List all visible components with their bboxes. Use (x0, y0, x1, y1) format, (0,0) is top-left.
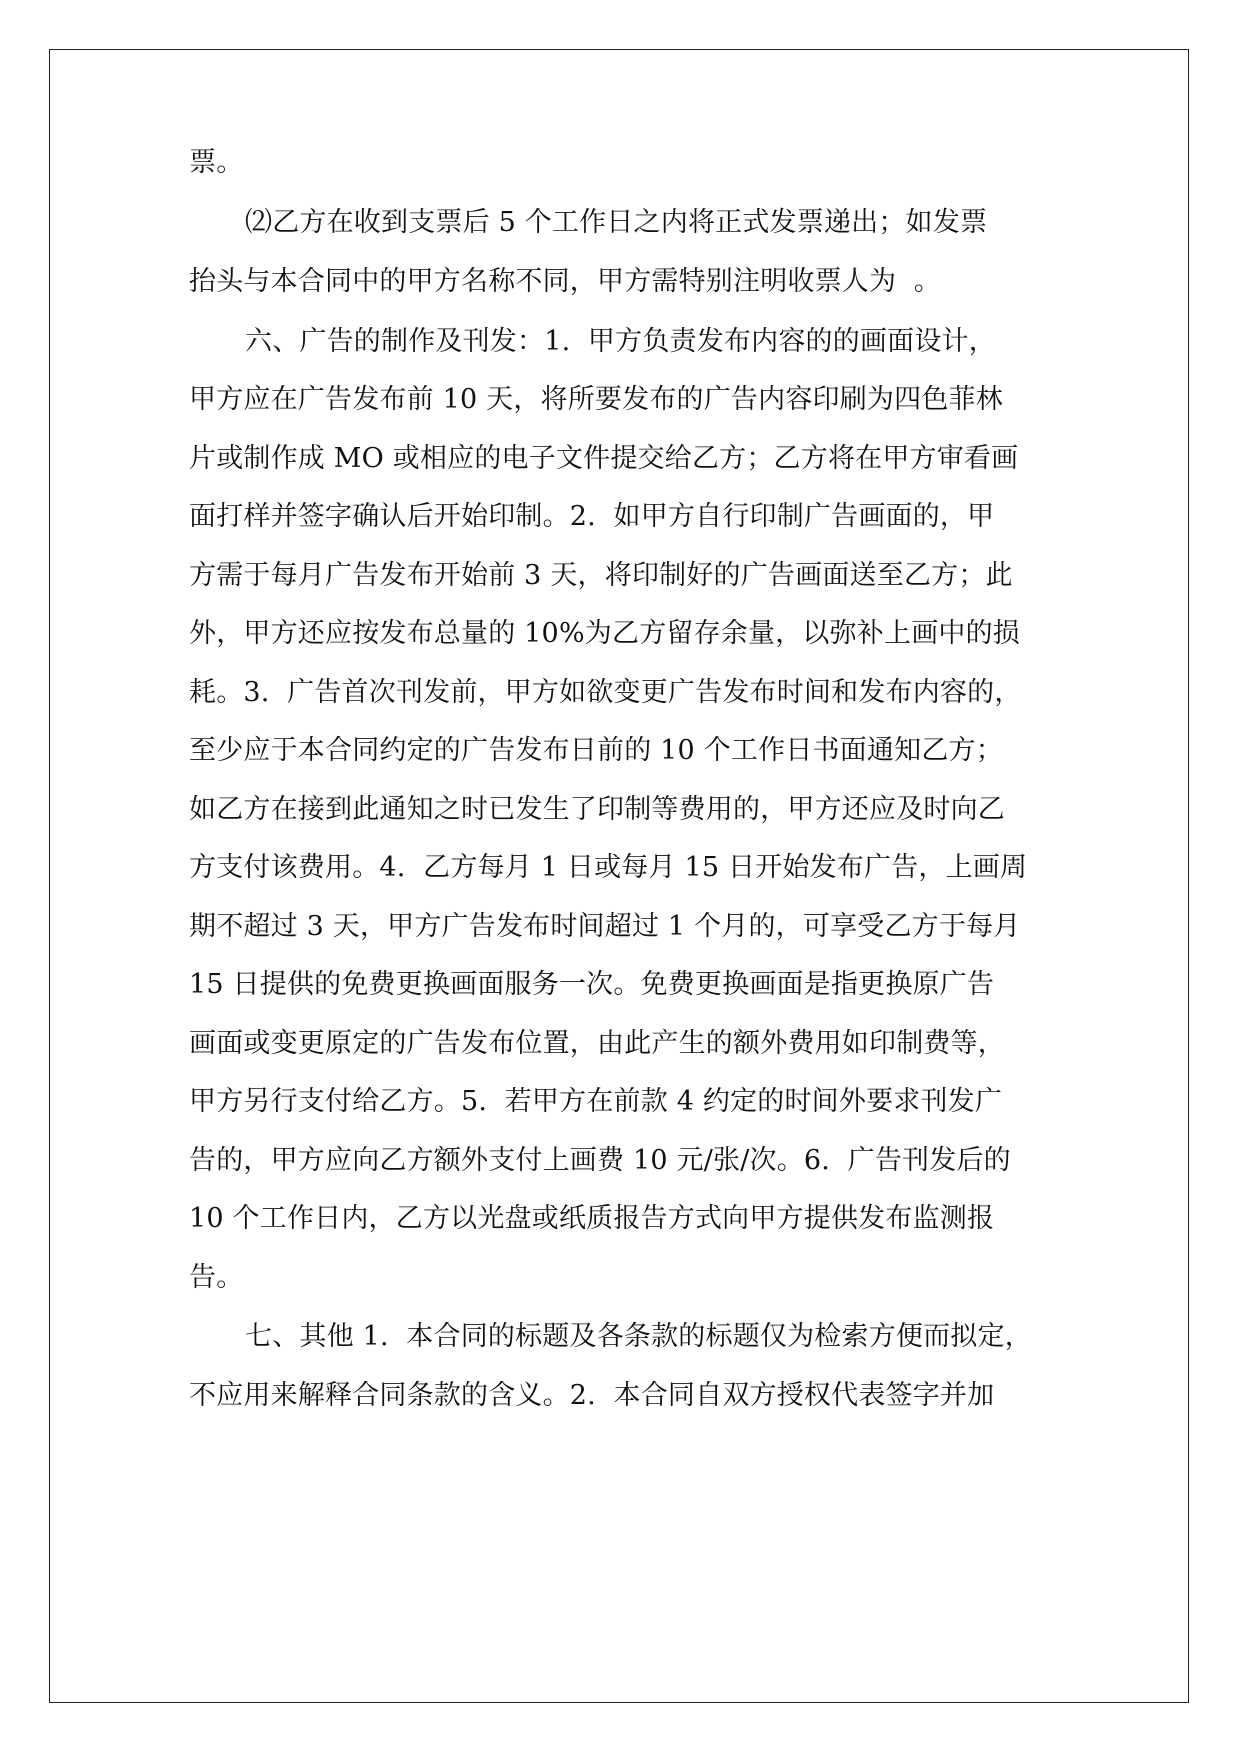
text-line: 告。 (189, 1262, 244, 1293)
text-line: ⑵乙方在收到支票后 5 个工作日之内将正式发票递出；如发票 (245, 207, 988, 238)
text-line: 方支付该费用。4. 乙方每月 1 日或每月 15 日开始发布广告，上画周 (189, 852, 1028, 883)
text-line: 片或制作成 MO 或相应的电子文件提交给乙方；乙方将在甲方审看画 (189, 443, 1019, 474)
text-line: 不应用来解释合同条款的含义。2. 本合同自双方授权代表签字并加 (189, 1380, 995, 1411)
text-line: 方需于每月广告发布开始前 3 天，将印制好的广告画面送至乙方；此 (189, 560, 1013, 591)
text-line: 票。 (189, 147, 244, 178)
text-line: 抬头与本合同中的甲方名称不同，甲方需特别注明收票人为 。 (189, 266, 941, 297)
text-line: 画面或变更原定的广告发布位置，由此产生的额外费用如印制费等， (189, 1028, 1005, 1059)
text-line: 甲方另行支付给乙方。5. 若甲方在前款 4 约定的时间外要求刊发广 (189, 1086, 1003, 1117)
text-line: 告的，甲方应向乙方额外支付上画费 10 元/张/次。6. 广告刊发后的 (189, 1145, 1011, 1176)
text-line: 如乙方在接到此通知之时已发生了印制等费用的，甲方还应及时向乙 (189, 794, 1005, 825)
text-line: 面打样并签字确认后开始印制。2. 如甲方自行印制广告画面的，甲 (189, 501, 995, 532)
text-line: 六、广告的制作及刊发：1. 甲方负责发布内容的的画面设计， (245, 326, 996, 357)
text-line: 耗。3. 广告首次刊发前，甲方如欲变更广告发布时间和发布内容的， (189, 677, 1022, 708)
text-line: 期不超过 3 天，甲方广告发布时间超过 1 个月的，可享受乙方于每月 (189, 911, 1021, 942)
text-line: 甲方应在广告发布前 10 天，将所要发布的广告内容印刷为四色菲林 (189, 384, 1003, 415)
text-line: 七、其他 1. 本合同的标题及各条款的标题仅为检索方便而拟定， (245, 1321, 1032, 1352)
text-line: 15 日提供的免费更换画面服务一次。免费更换画面是指更换原广告 (189, 969, 995, 1000)
text-line: 外，甲方还应按发布总量的 10%为乙方留存余量，以弥补上画中的损 (189, 618, 1020, 649)
text-line: 至少应于本合同约定的广告发布日前的 10 个工作日书面通知乙方； (189, 735, 1003, 766)
text-line: 10 个工作日内，乙方以光盘或纸质报告方式向甲方提供发布监测报 (189, 1203, 995, 1234)
